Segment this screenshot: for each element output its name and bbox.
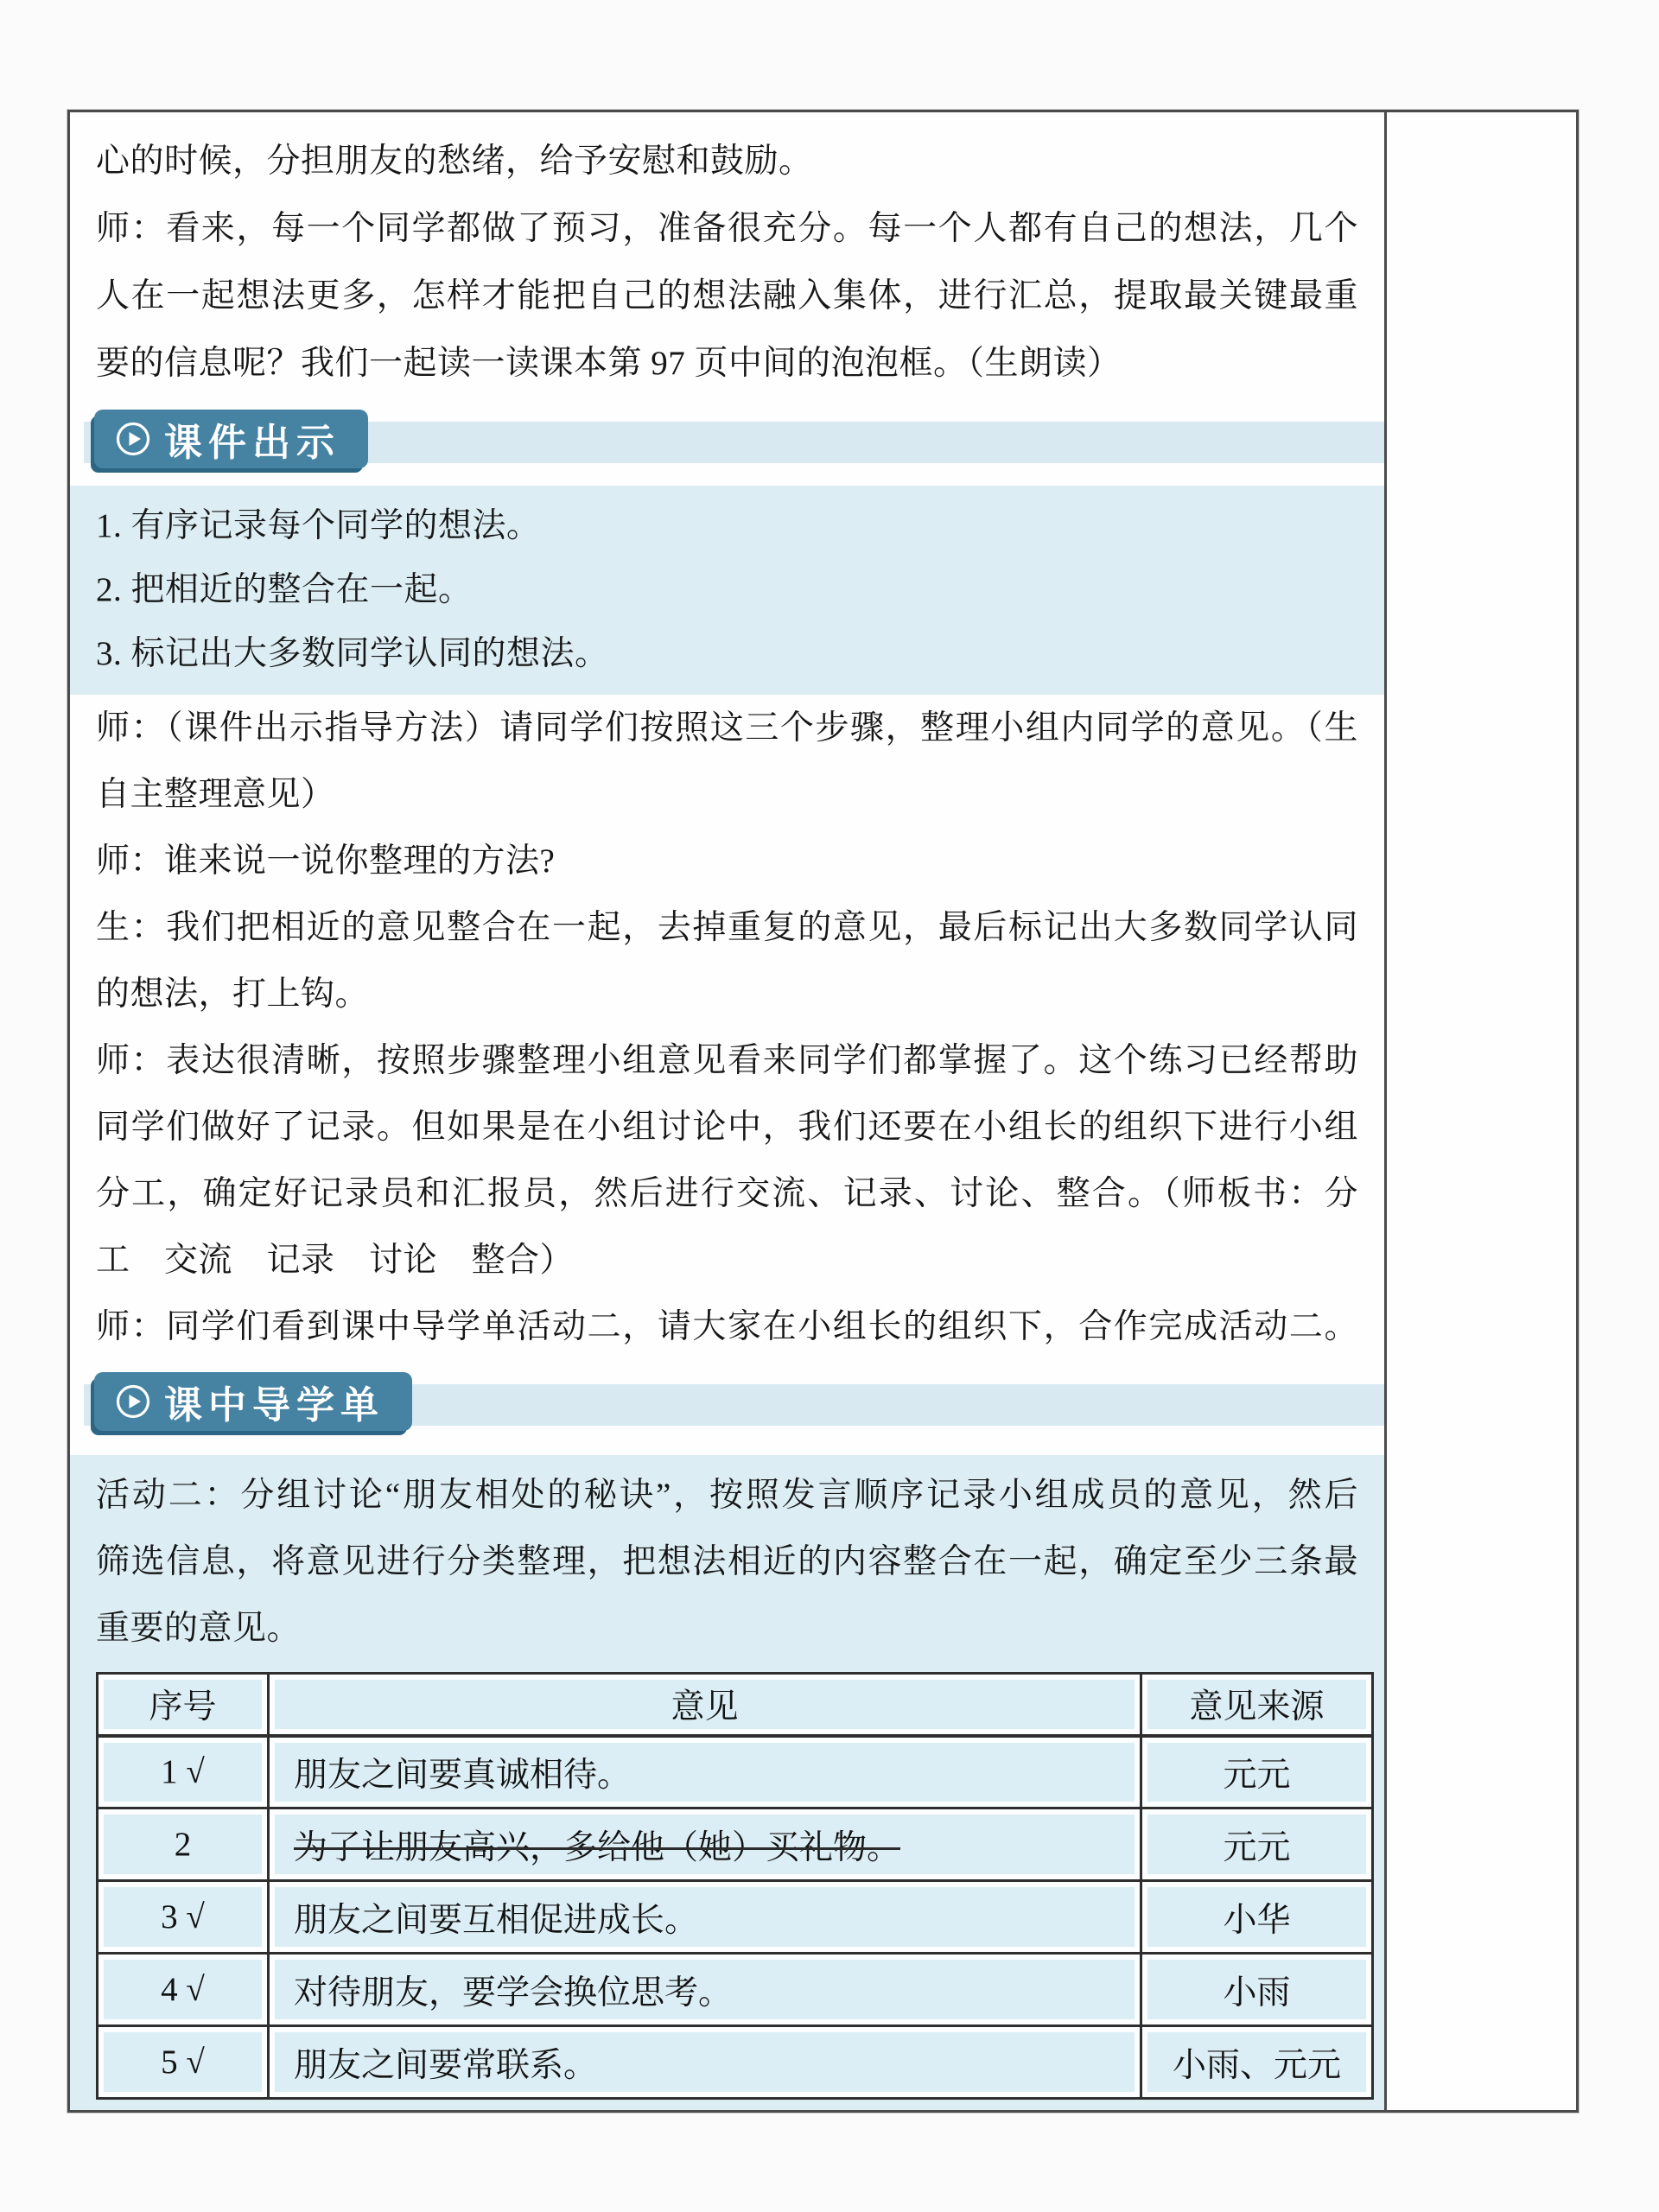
cell-opinion-struck: 为了让朋友高兴，多给他（她）买礼物。 [269,1808,1141,1881]
cell-source: 小华 [1141,1881,1373,1954]
cell-source: 元元 [1141,1808,1373,1881]
text-line: 自主整理意见） [96,776,335,813]
scanned-lesson-plan-page [0,110,1659,2212]
cell-seq: 4 √ [98,1954,269,2026]
cell-opinion: 朋友之间要真诚相待。 [269,1736,1141,1808]
text-line: 师：谁来说一说你整理的方法? [96,842,556,880]
play-icon [115,421,151,457]
table-row [98,1881,1373,1954]
content-column [70,112,1387,2110]
courseware-section-header [70,410,1384,468]
cell-seq: 2 [98,1808,269,1881]
header-seq: 序号 [98,1674,269,1736]
cell-seq: 3 √ [98,1881,269,1954]
table-row [98,1954,1373,2026]
text-line: 同学们做好了记录。但如果是在小组讨论中，我们还要在小组长的组织下进行小组 [96,1109,1358,1146]
badge-label: 课中导学单 [164,1384,385,1427]
text-line: 的想法，打上钩。 [96,976,370,1013]
step-item: 2. 把相近的整合在一起。 [96,571,473,608]
cell-opinion: 朋友之间要互相促进成长。 [269,1881,1141,1954]
cell-source: 小雨、元元 [1141,2026,1373,2099]
activity-line: 筛选信息，将意见进行分类整理，把想法相近的内容整合在一起，确定至少三条最 [96,1543,1358,1580]
header-opinion: 意见 [269,1674,1141,1736]
table-header-row [98,1674,1373,1736]
opinion-table [96,1672,1374,2100]
courseware-steps-block [70,486,1384,695]
header-source: 意见来源 [1141,1674,1373,1736]
paragraph-dialogue-1 [70,112,1384,397]
text-line: 工 交流 记录 讨论 整合） [96,1242,575,1279]
text-line: 要的信息呢？我们一起读一读课本第 97 页中间的泡泡框。（生朗读） [96,345,1122,382]
cell-source: 元元 [1141,1736,1373,1808]
lesson-plan-table [67,110,1579,2113]
badge-label: 课件出示 [164,422,340,464]
activity-line: 活动二：分组讨论“朋友相处的秘诀”，按照发言顺序记录小组成员的意见，然后 [96,1477,1358,1514]
step-item: 1. 有序记录每个同学的想法。 [96,507,541,544]
text-line: 师：同学们看到课中导学单活动二，请大家在小组长的组织下，合作完成活动二。 [96,1308,1358,1345]
notes-column [1387,112,1576,2110]
text-line: 师：看来，每一个同学都做了预习，准备很充分。每一个人都有自己的想法，几个 [96,210,1358,247]
text-line: 分工，确定好记录员和汇报员，然后进行交流、记录、讨论、整合。（师板书：分 [96,1175,1358,1212]
table-row [98,1808,1373,1881]
activity-block [70,1455,1384,2110]
text-line: 人在一起想法更多，怎样才能把自己的想法融入集体，进行汇总，提取最关键最重 [96,277,1358,315]
cell-seq: 5 √ [98,2026,269,2099]
guide-section-header [70,1372,1384,1431]
guide-badge [94,1372,412,1431]
text-line: 师：表达很清晰，按照步骤整理小组意见看来同学们都掌握了。这个练习已经帮助 [96,1042,1358,1079]
step-item: 3. 标记出大多数同学认同的想法。 [96,635,609,672]
table-row [98,2026,1373,2099]
text-line: 心的时候，分担朋友的愁绪，给予安慰和鼓励。 [96,143,813,180]
cell-opinion: 对待朋友，要学会换位思考。 [269,1954,1141,2026]
cell-source: 小雨 [1141,1954,1373,2026]
text-line: 生：我们把相近的意见整合在一起，去掉重复的意见，最后标记出大多数同学认同 [96,909,1358,946]
play-icon [115,1383,151,1420]
courseware-badge [94,410,368,468]
paragraph-dialogue-2 [70,695,1384,1360]
cell-opinion: 朋友之间要常联系。 [269,2026,1141,2099]
activity-line: 重要的意见。 [96,1610,302,1647]
table-row [98,1736,1373,1808]
cell-seq: 1 √ [98,1736,269,1808]
text-line: 师：（课件出示指导方法）请同学们按照这三个步骤，整理小组内同学的意见。（生 [96,709,1358,747]
